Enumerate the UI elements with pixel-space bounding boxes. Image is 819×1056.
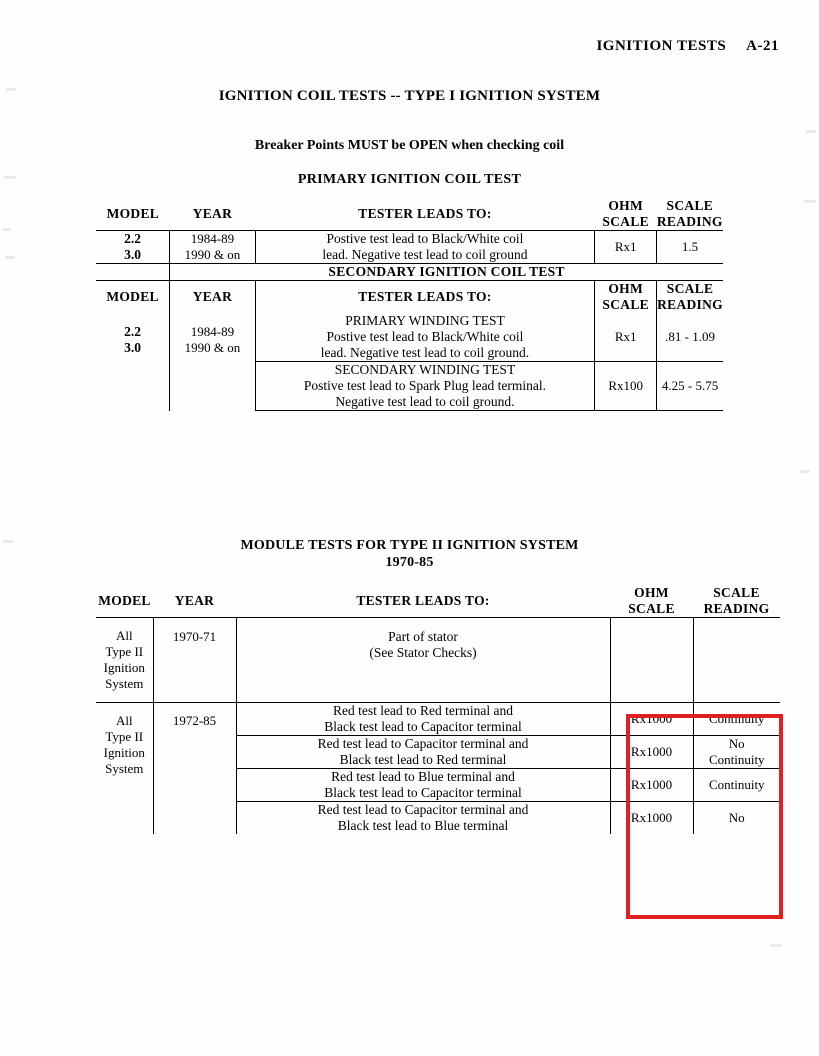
- col-ohm-scale-line1: OHM: [608, 198, 643, 213]
- cell-leads-line2: Black test lead to Capacitor terminal: [324, 719, 522, 734]
- cell-scale-reading: 1.5: [657, 231, 723, 264]
- module-tests-line2: 1970-85: [385, 555, 434, 570]
- col-scale-reading-line1: SCALE: [666, 281, 714, 296]
- spacer-model: [96, 264, 170, 281]
- cell-model: [96, 618, 153, 703]
- cell-leads-line1: Postive test lead to Black/White coil: [326, 231, 524, 246]
- cell-leads-line2: Black test lead to Red terminal: [339, 752, 507, 767]
- table-header-row: [96, 281, 723, 314]
- cell-scale-reading: [693, 703, 780, 736]
- cell-scale-reading: [693, 769, 780, 802]
- cell-ohm-scale: Rx1000: [610, 736, 693, 769]
- cell-year-value: 1972-85: [172, 713, 217, 728]
- cell-model-line1: All: [115, 628, 133, 643]
- cell-year-line2: 1990 & on: [184, 339, 241, 355]
- cell-scale-reading-line1: Continuity: [708, 711, 765, 726]
- cell-scale-reading: 4.25 - 5.75: [657, 362, 723, 411]
- col-ohm-scale-line1: OHM: [634, 585, 669, 600]
- cell-model: [96, 313, 170, 411]
- cell-leads-line2: lead. Negative test lead to coil ground: [322, 247, 528, 262]
- table-header-row: [96, 198, 723, 231]
- cell-leads-line2: Black test lead to Capacitor terminal: [324, 785, 522, 800]
- col-tester-leads: TESTER LEADS TO:: [255, 281, 595, 314]
- cell-scale-reading: [693, 618, 780, 703]
- cell-year-line1: 1984-89: [190, 231, 235, 246]
- cell-year: [153, 618, 236, 703]
- cell-scale-reading: [693, 736, 780, 769]
- cell-model: [96, 703, 153, 835]
- col-scale-reading-line2: READING: [657, 297, 723, 312]
- module-test-table: [96, 585, 780, 834]
- scan-artifact: [804, 200, 816, 203]
- col-ohm-scale: [595, 198, 657, 231]
- cell-year-value: 1970-71: [172, 629, 217, 644]
- secondary-test-title: SECONDARY IGNITION COIL TEST: [170, 264, 723, 281]
- scan-artifact: [806, 130, 816, 133]
- col-year: YEAR: [174, 593, 215, 608]
- cell-scale-reading: .81 - 1.09: [657, 313, 723, 362]
- cell-model-line4: System: [105, 676, 144, 691]
- cell-model-line1: 2.2: [124, 323, 142, 339]
- col-ohm-scale-line2: SCALE: [602, 214, 649, 229]
- col-scale-reading-line1: SCALE: [666, 198, 714, 213]
- cell-leads-title: PRIMARY WINDING TEST: [345, 313, 505, 328]
- table-row: [96, 618, 780, 703]
- cell-ohm-scale: Rx1000: [610, 703, 693, 736]
- cell-model-line2: Type II: [105, 644, 144, 659]
- cell-model-line1: 2.2: [124, 231, 142, 246]
- cell-model-line4: System: [105, 761, 144, 776]
- cell-scale-reading-line2: Continuity: [708, 752, 765, 767]
- col-scale-reading: [693, 585, 780, 618]
- ignition-coil-test-table: [96, 198, 723, 411]
- table-row: [96, 231, 723, 264]
- cell-tester-leads: [255, 231, 595, 264]
- col-tester-leads: TESTER LEADS TO:: [356, 593, 490, 608]
- cell-leads-line1: Red test lead to Capacitor terminal and: [317, 802, 529, 817]
- cell-model-line3: Ignition: [103, 745, 145, 760]
- cell-scale-reading-line1: No: [728, 736, 745, 751]
- col-tester-leads: TESTER LEADS TO:: [358, 206, 492, 221]
- col-scale-reading: [657, 281, 723, 314]
- page-number: A-21: [746, 38, 779, 54]
- cell-tester-leads: [236, 703, 610, 736]
- cell-tester-leads: [255, 362, 595, 411]
- cell-ohm-scale: Rx1000: [610, 769, 693, 802]
- col-scale-reading-line2: READING: [656, 214, 723, 229]
- cell-model-line2: 3.0: [124, 247, 142, 262]
- cell-tester-leads: [236, 802, 610, 835]
- col-ohm-scale: [595, 281, 657, 314]
- cell-ohm-scale: [610, 618, 693, 703]
- cell-leads-line1: Postive test lead to Black/White coil: [326, 329, 524, 344]
- cell-model-line3: Ignition: [103, 660, 145, 675]
- cell-ohm-scale: Rx1000: [610, 802, 693, 835]
- cell-leads-line1: Red test lead to Blue terminal and: [331, 769, 515, 784]
- cell-leads-line2: (See Stator Checks): [369, 645, 477, 660]
- cell-ohm-scale: Rx1: [595, 231, 657, 264]
- col-model: MODEL: [96, 281, 170, 314]
- cell-year: [170, 313, 255, 411]
- col-ohm-scale-line1: OHM: [608, 281, 643, 296]
- cell-tester-leads: [255, 313, 595, 362]
- scan-artifact: [5, 256, 15, 259]
- cell-scale-reading-line1: Continuity: [708, 777, 765, 792]
- col-scale-reading-line1: SCALE: [713, 585, 760, 600]
- col-year: YEAR: [192, 206, 233, 221]
- cell-year: [153, 703, 236, 835]
- table-row: [96, 313, 723, 362]
- table-row: [96, 703, 780, 736]
- table-header-row: [96, 585, 780, 618]
- cell-leads-line1: Red test lead to Red terminal and: [333, 703, 513, 718]
- module-tests-line1: MODULE TESTS FOR TYPE II IGNITION SYSTEM: [240, 538, 579, 553]
- col-scale-reading: [657, 198, 723, 231]
- cell-year-line1: 1984-89: [190, 323, 235, 339]
- col-ohm-scale-line2: SCALE: [628, 601, 675, 616]
- cell-model-line1: All: [115, 713, 133, 728]
- breaker-points-note: Breaker Points MUST be OPEN when checking coil: [254, 138, 565, 153]
- cell-leads-line1: Red test lead to Capacitor terminal and: [317, 736, 529, 751]
- cell-leads-line1: Postive test lead to Spark Plug lead terminal.: [303, 378, 547, 393]
- cell-leads-line2: Negative test lead to coil ground.: [335, 394, 515, 409]
- page-title: IGNITION COIL TESTS -- TYPE I IGNITION SYSTEM: [218, 88, 601, 104]
- col-model: MODEL: [98, 593, 151, 608]
- section-title-row: [96, 264, 723, 281]
- scan-artifact: [800, 470, 810, 473]
- cell-tester-leads: [236, 736, 610, 769]
- cell-model-line2: 3.0: [124, 339, 142, 355]
- module-tests-title: [0, 537, 819, 571]
- cell-year-line2: 1990 & on: [184, 247, 241, 262]
- col-model: MODEL: [106, 206, 160, 221]
- cell-ohm-scale: Rx100: [595, 362, 657, 411]
- primary-test-title: PRIMARY IGNITION COIL TEST: [297, 172, 522, 187]
- col-ohm-scale-line2: SCALE: [602, 297, 649, 312]
- cell-leads-line1: Part of stator: [388, 629, 458, 644]
- col-year: YEAR: [170, 281, 255, 314]
- cell-tester-leads: [236, 769, 610, 802]
- col-scale-reading-line2: READING: [703, 601, 770, 616]
- cell-scale-reading-line1: No: [728, 810, 745, 825]
- cell-leads-line2: lead. Negative test lead to coil ground.: [320, 345, 530, 360]
- scan-artifact: [770, 944, 782, 947]
- cell-year: [170, 231, 255, 264]
- col-ohm-scale: [610, 585, 693, 618]
- cell-model: [96, 231, 170, 264]
- cell-model-line2: Type II: [105, 729, 144, 744]
- cell-leads-line2: Black test lead to Blue terminal: [337, 818, 509, 833]
- cell-tester-leads: [236, 618, 610, 703]
- cell-leads-title: SECONDARY WINDING TEST: [334, 362, 516, 377]
- page-header: [596, 38, 779, 55]
- cell-ohm-scale: Rx1: [595, 313, 657, 362]
- scan-artifact: [2, 228, 11, 231]
- cell-scale-reading: [693, 802, 780, 835]
- header-title: IGNITION TESTS: [596, 38, 727, 54]
